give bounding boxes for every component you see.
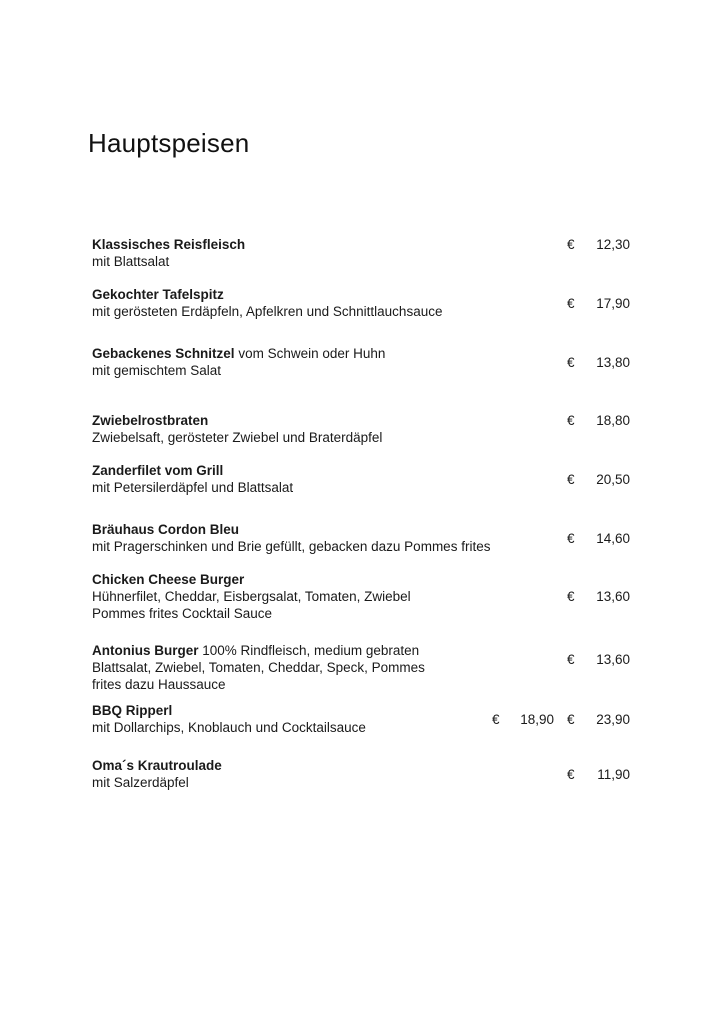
item-description: mit gerösteten Erdäpfeln, Apfelkren und Schnittlauchsauce	[92, 304, 443, 319]
item-price: 13,60	[596, 589, 630, 604]
euro-sign: €	[567, 531, 575, 546]
euro-sign: €	[567, 712, 575, 727]
item-price: 23,90	[596, 712, 630, 727]
item-name-suffix: vom Schwein oder Huhn	[234, 346, 386, 361]
item-description: mit Pragerschinken und Brie gefüllt, gebacken dazu Pommes frites	[92, 539, 491, 554]
item-name: Gekochter Tafelspitz	[92, 287, 224, 302]
item-price: 13,60	[596, 652, 630, 667]
euro-sign: €	[567, 413, 575, 428]
euro-sign: €	[567, 472, 575, 487]
euro-sign: €	[567, 767, 575, 782]
item-price: 18,80	[596, 413, 630, 428]
item-description: mit Salzerdäpfel	[92, 775, 189, 790]
item-price: 17,90	[596, 296, 630, 311]
item-text	[92, 642, 492, 693]
item-description: Hühnerfilet, Cheddar, Eisbergsalat, Tomaten, Zwiebel	[92, 589, 411, 604]
item-description: mit Dollarchips, Knoblauch und Cocktailsauce	[92, 720, 366, 735]
item-name: Zwiebelrostbraten	[92, 413, 209, 428]
item-text	[92, 236, 492, 270]
item-description: mit gemischtem Salat	[92, 363, 222, 378]
item-text	[92, 345, 492, 379]
item-name: Bräuhaus Cordon Bleu	[92, 522, 240, 537]
item-description: mit Petersilerdäpfel und Blattsalat	[92, 480, 294, 495]
item-text	[92, 521, 542, 555]
euro-sign: €	[567, 237, 575, 252]
item-description: Pommes frites Cocktail Sauce	[92, 606, 273, 621]
euro-sign-secondary: €	[492, 712, 500, 727]
item-name: BBQ Ripperl	[92, 703, 173, 718]
item-name: Chicken Cheese Burger	[92, 572, 245, 587]
item-name: Zanderfilet vom Grill	[92, 463, 224, 478]
item-name: Oma´s Krautroulade	[92, 758, 222, 773]
item-name: Gebackenes Schnitzel	[92, 346, 235, 361]
item-price: 14,60	[596, 531, 630, 546]
item-description: Zwiebelsaft, gerösteter Zwiebel und Braterdäpfel	[92, 430, 383, 445]
item-price: 12,30	[596, 237, 630, 252]
item-text	[92, 757, 492, 791]
euro-sign: €	[567, 296, 575, 311]
item-price: 20,50	[596, 472, 630, 487]
item-description: mit Blattsalat	[92, 254, 170, 269]
euro-sign: €	[567, 589, 575, 604]
item-text	[92, 571, 492, 622]
item-price: 13,80	[596, 355, 630, 370]
item-description: frites dazu Haussauce	[92, 677, 226, 692]
item-price: 11,90	[597, 767, 630, 782]
item-name: Antonius Burger	[92, 643, 199, 658]
item-text	[92, 286, 492, 320]
item-description: Blattsalat, Zwiebel, Tomaten, Cheddar, Speck, Pommes	[92, 660, 425, 675]
item-price-secondary: 18,90	[520, 712, 554, 727]
euro-sign: €	[567, 652, 575, 667]
item-text	[92, 462, 492, 496]
item-name-suffix: 100% Rindfleisch, medium gebraten	[198, 643, 420, 658]
item-text	[92, 702, 492, 736]
page-title: Hauptspeisen	[88, 128, 250, 158]
item-text	[92, 412, 492, 446]
euro-sign: €	[567, 355, 575, 370]
item-name: Klassisches Reisfleisch	[92, 237, 246, 252]
